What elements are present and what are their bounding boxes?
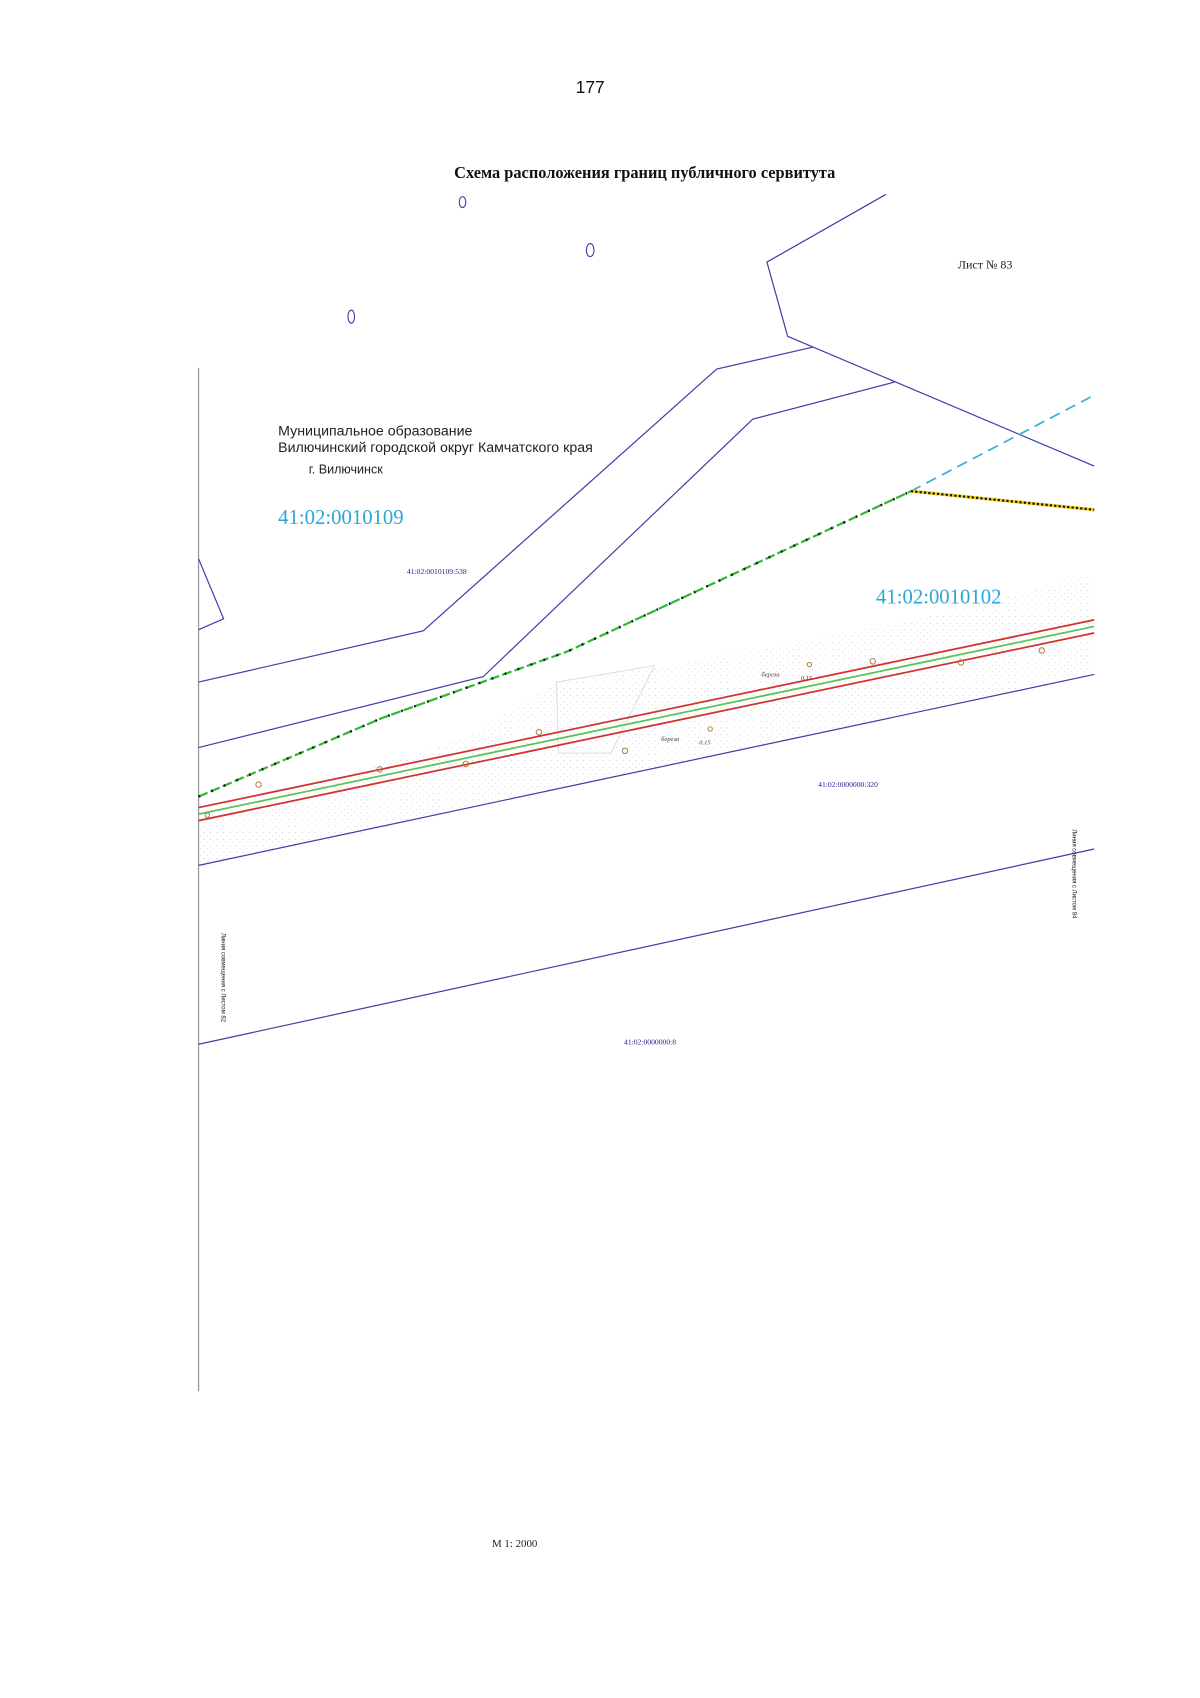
servitude-boundary-cyan — [911, 395, 1094, 491]
municipality-line-3: г. Вилючинск — [308, 462, 383, 477]
terrain-stipple-area — [199, 574, 1095, 869]
map-feature-oval — [348, 310, 355, 323]
sheet-number-label: Лист № 83 — [957, 257, 1013, 272]
cadastral-quarter-label-east: 41:02:0010102 — [875, 586, 1002, 609]
scheme-title: Схема расположения границ публичного сервитута — [454, 163, 836, 183]
tree-diameter-label: 0.15 — [699, 739, 711, 747]
tree-species-label: береза — [761, 671, 780, 679]
utility-line-green-center — [199, 626, 1095, 814]
tree-species-label: береза — [661, 736, 680, 743]
map-feature-oval — [586, 244, 594, 257]
tree-diameter-label: 0.15 — [800, 674, 813, 682]
cadastral-quarter-label-north: 41:02:0010109 — [278, 506, 404, 529]
cadastral-parcel-label-road: 41:02:0000000:320 — [818, 779, 878, 789]
utility-line-red-south — [199, 633, 1095, 821]
parcel-boundary-northeast — [767, 194, 1094, 466]
cadastral-parcel-label-south: 41:02:0000000:8 — [624, 1037, 677, 1047]
map-scale-label: М 1: 2000 — [491, 1538, 538, 1551]
cadastral-parcel-label-north: 41:02:0010109:538 — [406, 567, 467, 577]
parcel-boundary-lower — [199, 849, 1095, 1047]
match-line-label-right: Линия совмещения с Листом 84 — [1070, 829, 1077, 919]
survey-point-mark — [256, 782, 261, 787]
page-number: 177 — [575, 76, 605, 97]
parcel-boundary-west — [199, 559, 224, 630]
survey-point-mark — [205, 813, 209, 817]
municipality-line-2: Вилючинский городской округ Камчатского края — [278, 439, 593, 456]
municipality-line-1: Муниципальное образование — [278, 423, 473, 440]
match-line-label-left: Линия совмещения с Листом 82 — [219, 933, 226, 1023]
map-feature-oval — [459, 197, 466, 208]
